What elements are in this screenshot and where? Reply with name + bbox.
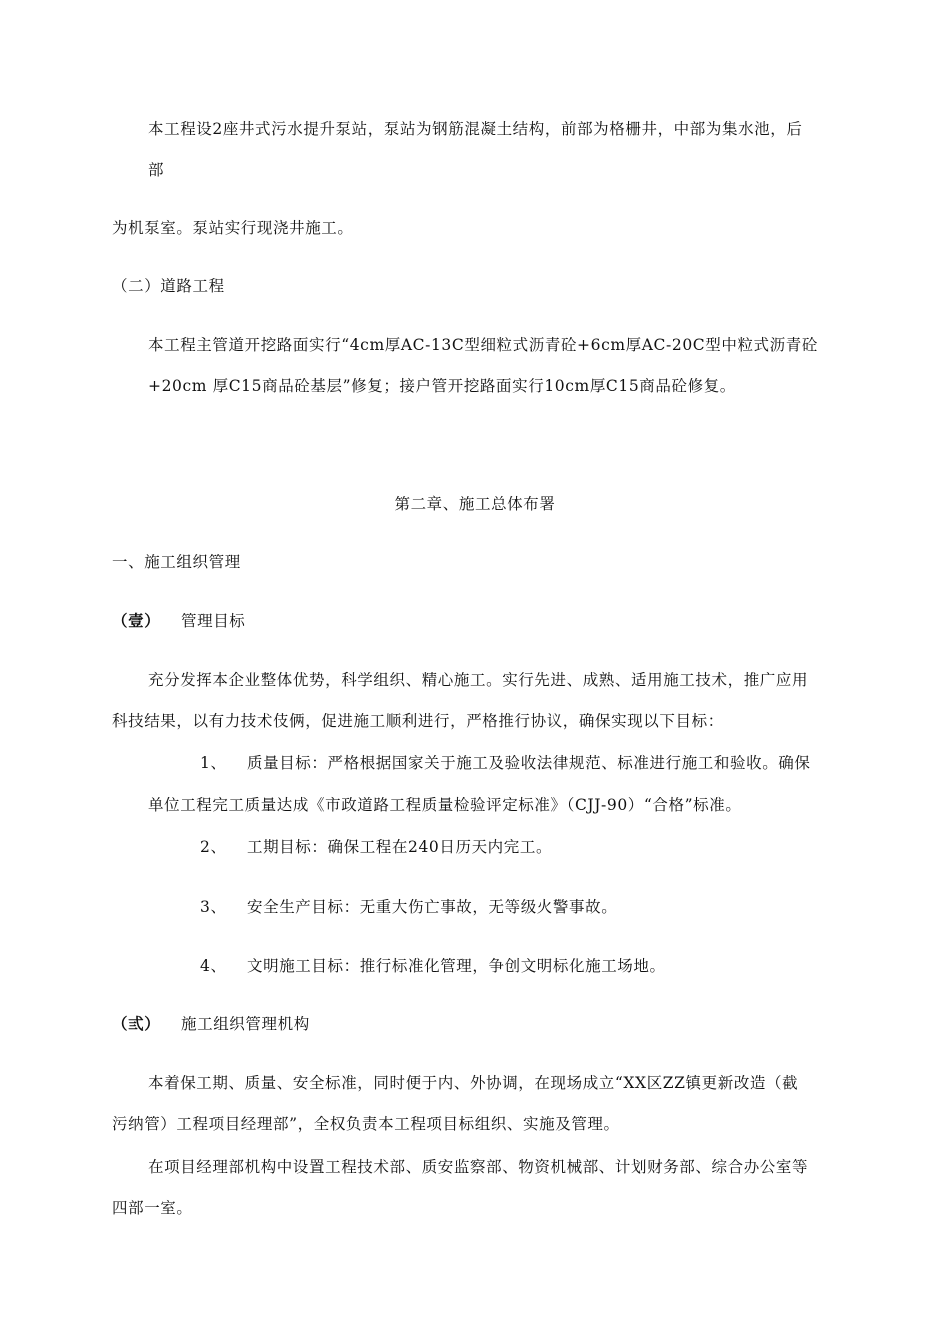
paragraph-pump-station-line2: 部	[148, 161, 165, 179]
subsection-marker-1: （壹）	[112, 611, 161, 630]
goal-4-text: 文明施工目标：推行标准化管理，争创文明标化施工场地。	[247, 957, 666, 975]
goal-1-number: 1、	[200, 754, 227, 772]
paragraph-project-dept-line2: 污纳管）工程项目经理部”，全权负责本工程项目标组织、实施及管理。	[112, 1115, 620, 1133]
paragraph-departments-line2: 四部一室。	[112, 1199, 193, 1217]
goal-3-number: 3、	[200, 898, 227, 916]
subsection-marker-2: （弎）	[112, 1014, 161, 1033]
paragraph-road-line2: +20cm 厚C15商品砼基层”修复；接户管开挖路面实行10cm厚C15商品砼修复。	[148, 377, 736, 395]
paragraph-goals-intro-line1: 充分发挥本企业整体优势，科学组织、精心施工。实行先进、成熟、适用施工技术，推广应用	[148, 671, 809, 689]
goal-4-number: 4、	[200, 957, 227, 975]
subsection-title-org-structure: 施工组织管理机构	[181, 1015, 310, 1033]
goal-1-line1: 质量目标：严格根据国家关于施工及验收法律规范、标准进行施工和验收。确保	[247, 754, 811, 772]
goal-2-number: 2、	[200, 838, 227, 856]
paragraph-goals-intro-line2: 科技结果，以有力技术伎俩，促进施工顺利进行，严格推行协议，确保实现以下目标：	[112, 712, 724, 730]
paragraph-road-line1: 本工程主管道开挖路面实行“4cm厚AC-13C型细粒式沥青砼+6cm厚AC-20C型中粒式沥青砼	[148, 336, 818, 354]
paragraph-pump-station-line3: 为机泵室。泵站实行现浇井施工。	[112, 219, 354, 237]
subsection-title-goals: 管理目标	[181, 612, 246, 630]
heading-road-works: （二）道路工程	[112, 277, 225, 295]
paragraph-departments-line1: 在项目经理部机构中设置工程技术部、质安监察部、物资机械部、计划财务部、综合办公室等	[148, 1158, 809, 1176]
goal-2-text: 工期目标：确保工程在240日历天内完工。	[247, 838, 553, 856]
paragraph-project-dept-line1: 本着保工期、质量、安全标准，同时便于内、外协调，在现场成立“XX区ZZ镇更新改造（截	[148, 1074, 799, 1092]
paragraph-pump-station-line1: 本工程设2座井式污水提升泵站，泵站为钢筋混凝土结构，前部为格栅井，中部为集水池，后	[148, 120, 803, 138]
chapter-title: 第二章、施工总体布署	[394, 495, 556, 513]
section-heading-organization: 一、施工组织管理	[112, 553, 241, 571]
goal-1-line2: 单位工程完工质量达成《市政道路工程质量检验评定标准》（CJJ-90）“合格”标准。	[148, 796, 742, 814]
goal-3-text: 安全生产目标：无重大伤亡事故，无等级火警事故。	[247, 898, 618, 916]
